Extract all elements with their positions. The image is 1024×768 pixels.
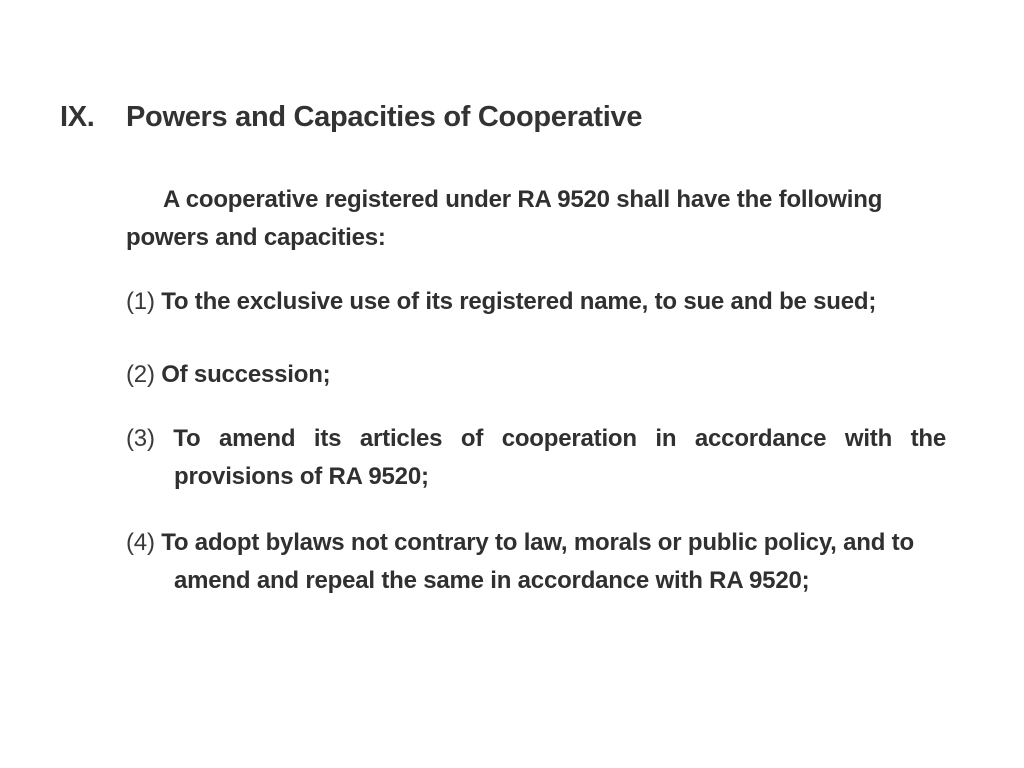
- item-number: (1): [126, 288, 155, 315]
- item-text: To the exclusive use of its registered name, to sue and be sued;: [161, 288, 877, 315]
- item-text: Of succession;: [161, 361, 331, 388]
- section-title: Powers and Capacities of Cooperative: [126, 101, 643, 133]
- item-number: (2): [126, 361, 155, 388]
- list-item: [126, 524, 946, 600]
- list-item: [126, 283, 946, 321]
- item-text: To amend its articles of cooperation in accordance with the provisions of RA 9520;: [173, 425, 946, 490]
- section-number: IX.: [60, 101, 95, 133]
- item-text: To adopt bylaws not contrary to law, morals or public policy, and to amend and repeal the same in accordance with RA 9520;: [161, 529, 914, 594]
- list-item: [126, 356, 946, 394]
- item-number: (3): [126, 425, 155, 452]
- item-number: (4): [126, 529, 155, 556]
- list-item: [126, 420, 946, 496]
- section-heading: [60, 101, 642, 134]
- intro-paragraph: A cooperative registered under RA 9520 shall have the following powers and capacities:: [126, 186, 883, 251]
